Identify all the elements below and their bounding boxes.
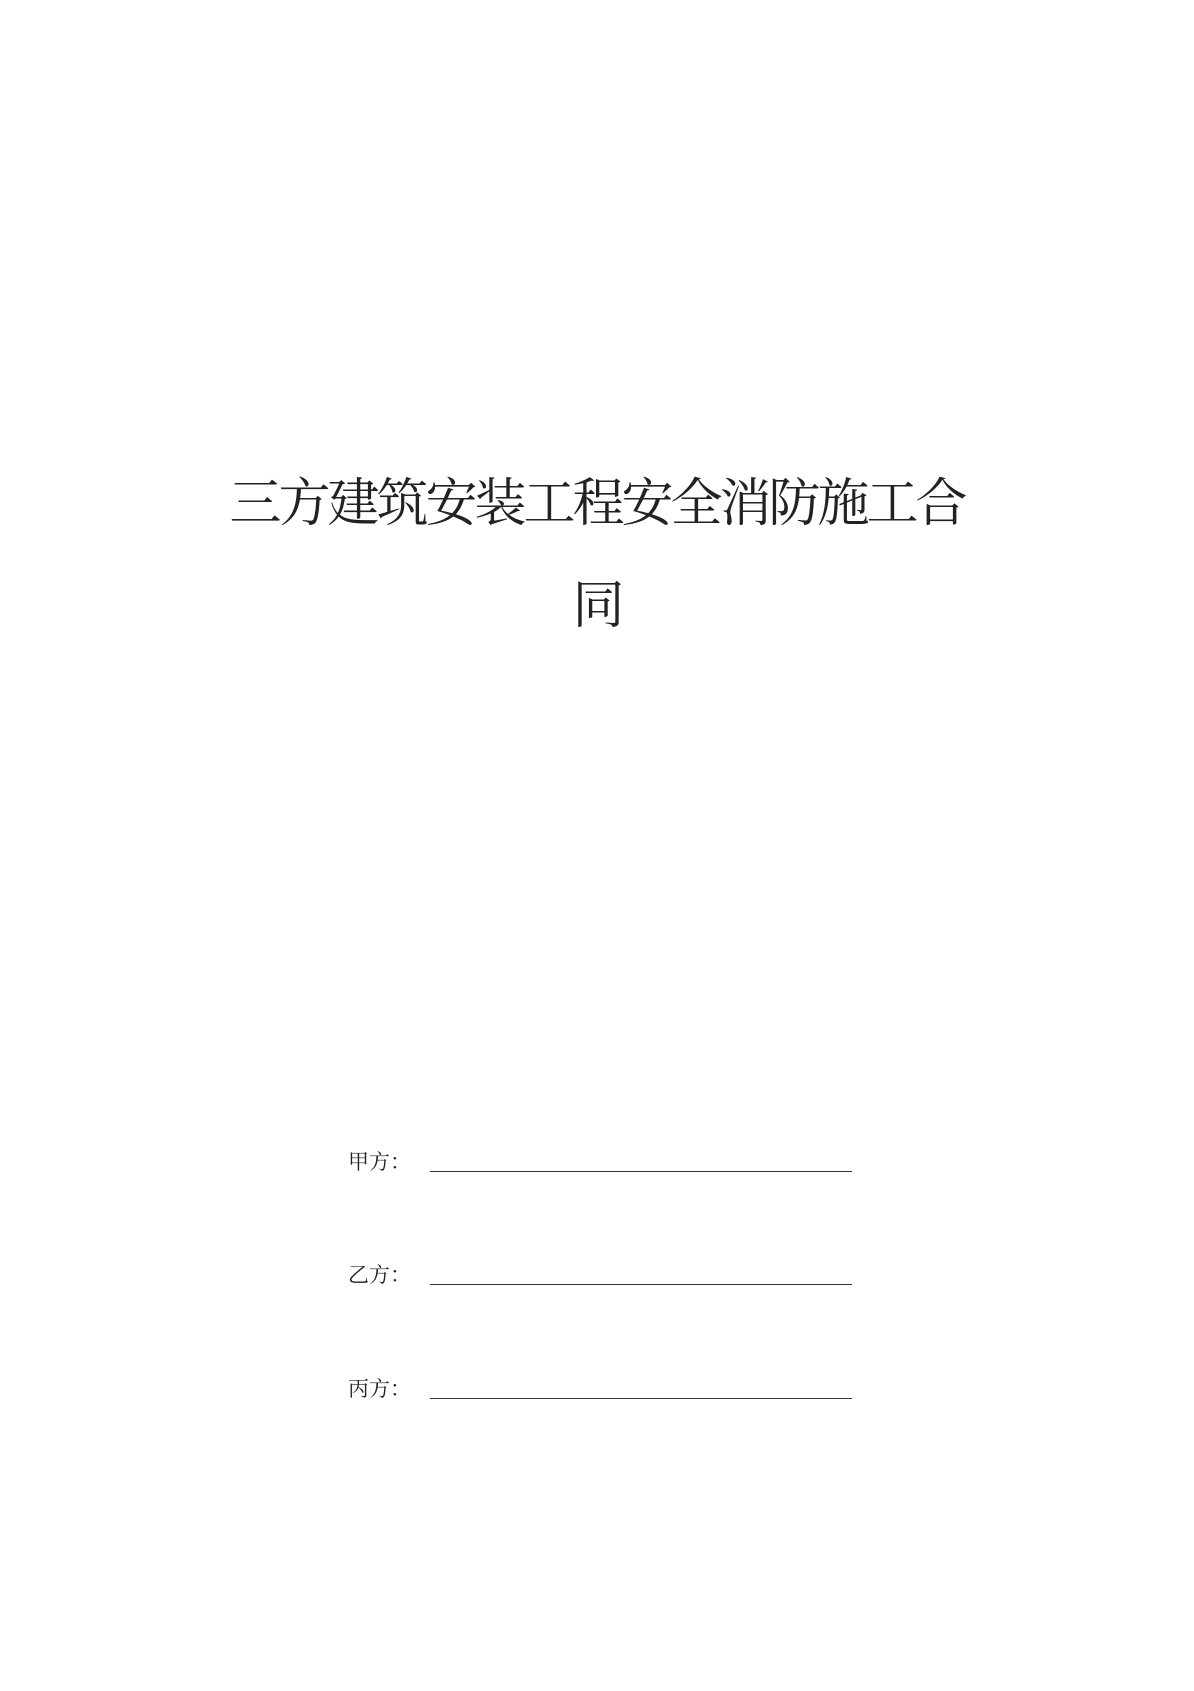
document-title-line-2: 同 [572, 576, 622, 636]
party-c-row [348, 1363, 852, 1403]
party-a-row [348, 1136, 852, 1176]
party-a-label: 甲方： [348, 1150, 411, 1174]
party-c-label: 丙方： [348, 1377, 411, 1401]
document-title-line-1: 三方建筑安装工程安全消防施工合 [229, 474, 965, 534]
party-b-row [348, 1249, 852, 1289]
party-a-signature-line[interactable] [430, 1171, 852, 1172]
party-c-signature-line[interactable] [430, 1398, 852, 1399]
party-b-label: 乙方： [348, 1263, 411, 1287]
party-b-signature-line[interactable] [430, 1284, 852, 1285]
